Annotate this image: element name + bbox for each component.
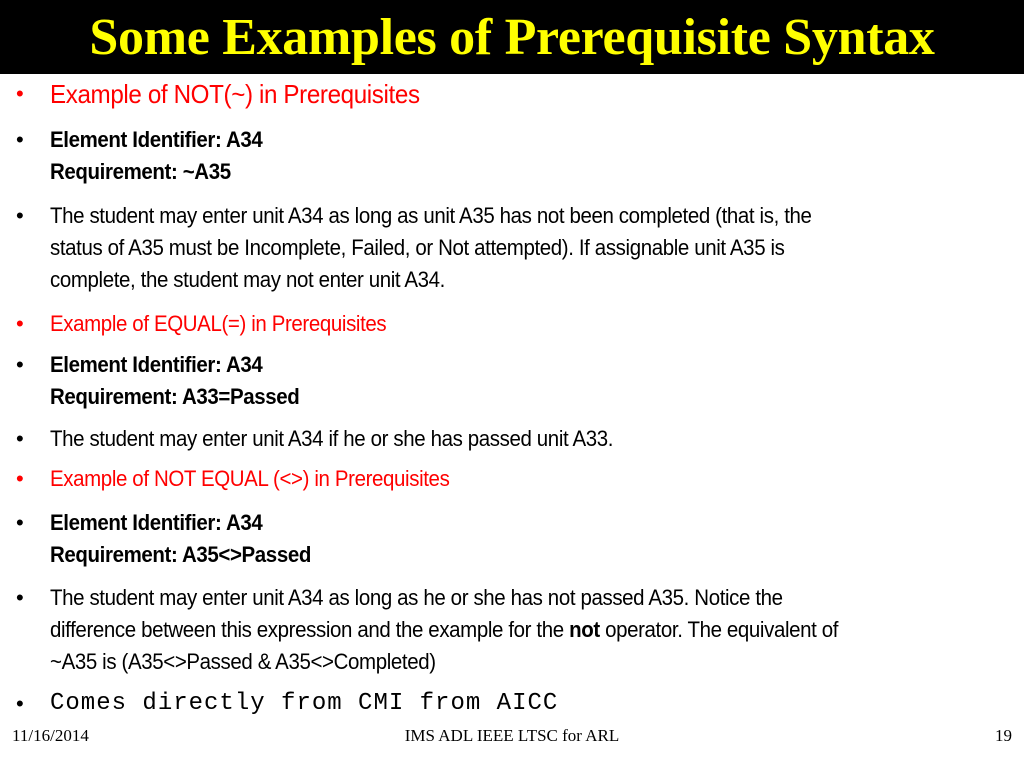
requirement: Requirement: A35<>Passed bbox=[50, 542, 311, 567]
bullet: • bbox=[16, 311, 24, 336]
requirement: Requirement: ~A35 bbox=[50, 159, 231, 184]
requirement: Requirement: A33=Passed bbox=[50, 384, 300, 409]
description: The student may enter unit A34 as long as unit A35 has not been completed (that is, the status of A35 must be Incomplete, Failed, or Not attempted). If assignable unit A35 is complete, the student may not enter unit A34. bbox=[50, 203, 812, 292]
heading-equal: Example of EQUAL(=) in Prerequisites bbox=[50, 311, 387, 336]
slide-title: Some Examples of Prerequisite Syntax bbox=[89, 9, 935, 66]
description bbox=[50, 582, 934, 678]
bullet: • bbox=[16, 691, 24, 716]
bullet: • bbox=[16, 585, 24, 610]
element-identifier: Element Identifier: A34 bbox=[50, 510, 263, 535]
element-identifier: Element Identifier: A34 bbox=[50, 352, 263, 377]
not-keyword: not bbox=[569, 617, 600, 642]
heading-not: Example of NOT(~) in Prerequisites bbox=[50, 79, 420, 109]
source-note: Comes directly from CMI from AICC bbox=[50, 690, 559, 717]
bullet: • bbox=[16, 81, 24, 106]
description-end: operator. The equivalent of ~A35 is (A35<>Passed & A35<>Completed) bbox=[50, 617, 839, 674]
heading-not-equal: Example of NOT EQUAL (<>) in Prerequisites bbox=[50, 466, 450, 491]
bullet: • bbox=[16, 352, 24, 377]
page-number: 19 bbox=[995, 726, 1012, 745]
footer-date: 11/16/2014 bbox=[12, 726, 89, 745]
bullet: • bbox=[16, 510, 24, 535]
description: The student may enter unit A34 if he or she has passed unit A33. bbox=[50, 426, 614, 451]
element-identifier: Element Identifier: A34 bbox=[50, 127, 263, 152]
description-start: The student may enter unit A34 as long as he or she has not passed A35. Notice the difference between this expression and the example for the bbox=[50, 585, 783, 642]
bullet: • bbox=[16, 203, 24, 228]
bullet: • bbox=[16, 466, 24, 491]
bullet: • bbox=[16, 426, 24, 451]
footer-title: IMS ADL IEEE LTSC for ARL bbox=[404, 726, 620, 745]
bullet: • bbox=[16, 127, 24, 152]
